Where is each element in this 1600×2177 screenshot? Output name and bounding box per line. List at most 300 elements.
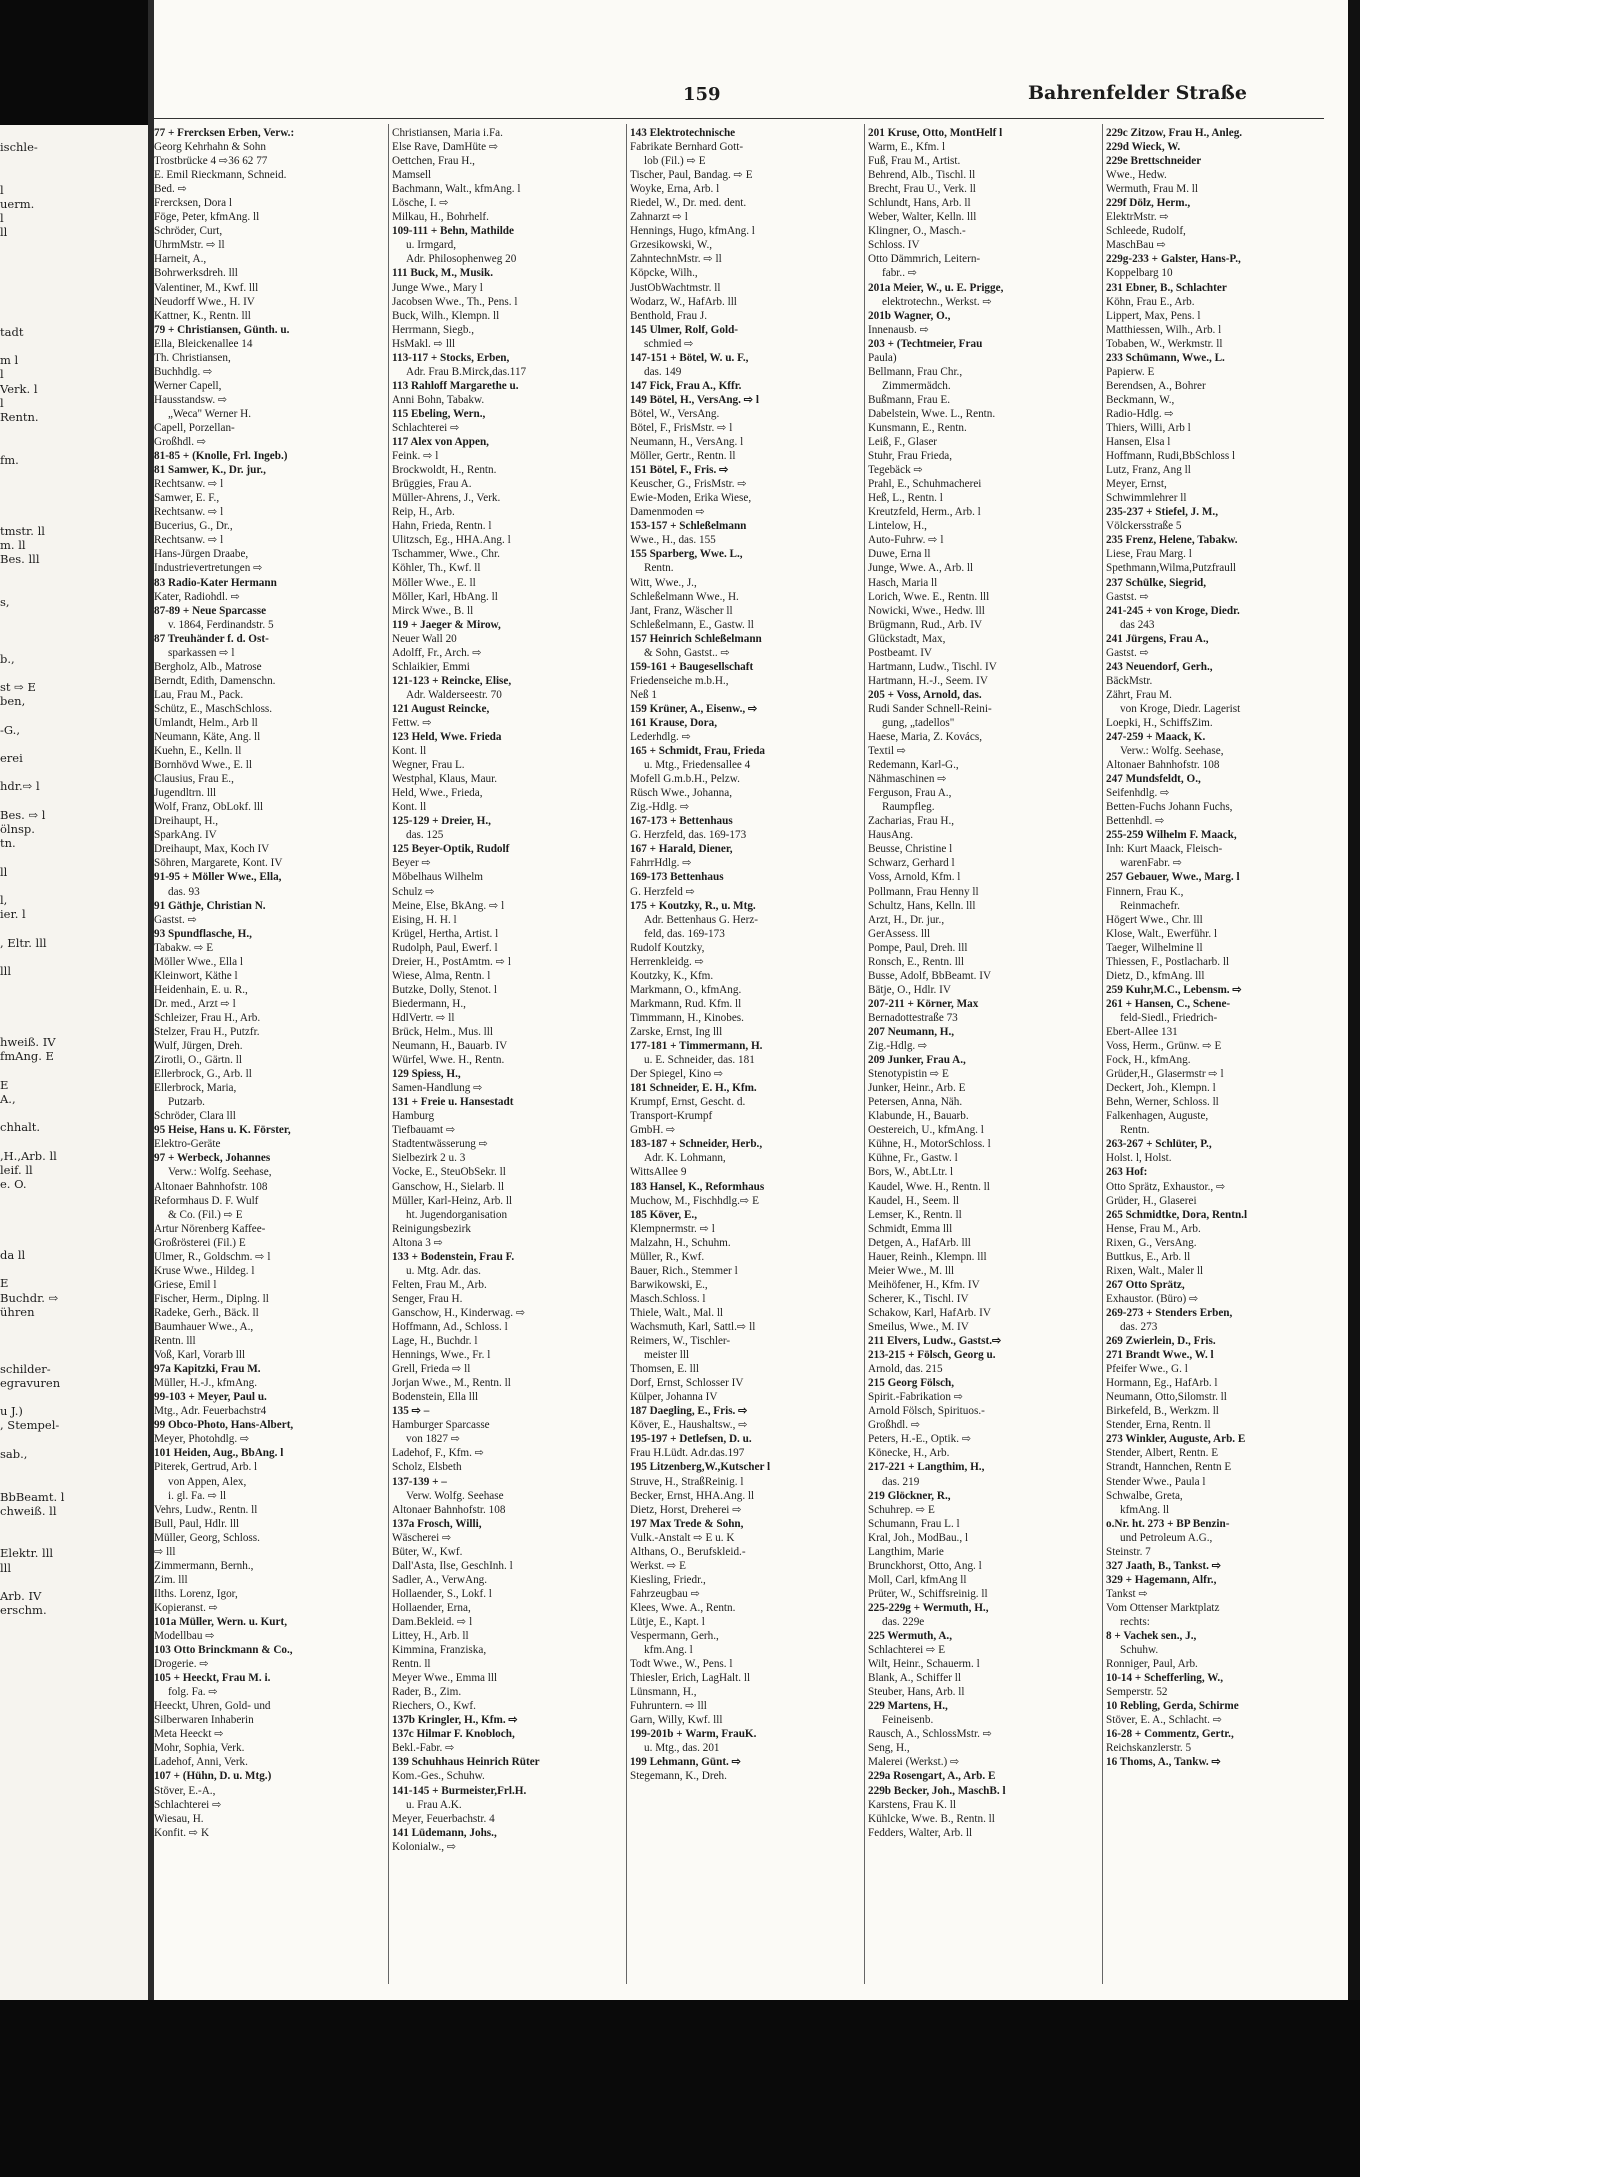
- directory-entry-line: Schmidt, Emma lll: [868, 1222, 953, 1235]
- left-fragment-line: tadt: [0, 324, 24, 339]
- directory-entry-line: Modellbau ⇨: [154, 1630, 215, 1643]
- directory-entry-line: Grüder, H., Glaserei: [1106, 1194, 1197, 1207]
- directory-entry-line: & Sohn, Gastst.. ⇨: [644, 646, 730, 659]
- directory-entry-line: Markmann, Rud. Kfm. ll: [630, 997, 742, 1010]
- directory-entry-line: Meihöfener, H., Kfm. IV: [868, 1278, 980, 1291]
- left-fragment-line: tn.: [0, 836, 16, 851]
- left-fragment-line: [0, 1063, 148, 1077]
- directory-entry-line: Reinmachefr.: [1120, 899, 1180, 912]
- left-fragment-line: [0, 1191, 148, 1205]
- directory-entry-line: Föge, Peter, kfmAng. ll: [154, 211, 260, 224]
- directory-entry-line: Seng, H.,: [868, 1742, 910, 1755]
- left-fragment-line: ühren: [0, 1304, 35, 1319]
- directory-entry-line: Behrend, Alb., Tischl. ll: [868, 169, 976, 182]
- directory-entry-line: Junge Wwe., Mary l: [392, 281, 483, 294]
- directory-entry-line: Adr. K. Lohmann,: [644, 1152, 726, 1165]
- directory-entry-line: Stegemann, K., Dreh.: [630, 1770, 727, 1783]
- left-fragment-line: sab.,: [0, 1446, 28, 1461]
- directory-entry-line: Althans, O., Berufskleid.-: [630, 1545, 746, 1558]
- directory-entry-line: Arnold Fölsch, Spirituos.-: [868, 1405, 985, 1418]
- directory-entry-line: Elektro-Geräte: [154, 1138, 221, 1151]
- left-fragment-line: fmAng. E: [0, 1049, 54, 1064]
- directory-entry-line: Felten, Frau M., Arb.: [392, 1278, 487, 1291]
- directory-entry-line: Schlachterei ⇨: [154, 1798, 222, 1811]
- directory-entry-line: Rausch, A., SchlossMstr. ⇨: [868, 1728, 993, 1741]
- directory-entry-line: Otto Dämmrich, Leitern-: [868, 253, 981, 266]
- directory-entry-line: Fischer, Herm., Diplng. ll: [154, 1292, 269, 1305]
- directory-entry-line: Harneit, A.,: [154, 253, 207, 266]
- directory-entry-line: Kimmina, Franziska,: [392, 1644, 487, 1657]
- directory-entry-line: Butzke, Dolly, Stenot. l: [392, 983, 497, 996]
- directory-entry-line: HdlVertr. ⇨ ll: [392, 1011, 455, 1024]
- directory-entry-line: 229a Rosengart, A., Arb. E: [868, 1770, 996, 1783]
- directory-entry-line: 157 Heinrich Schleßelmann: [630, 632, 762, 645]
- directory-entry-line: Putzarb.: [168, 1096, 205, 1109]
- directory-entry-line: Lippert, Max, Pens. l: [1106, 309, 1201, 322]
- directory-entry-line: BäckMstr.: [1106, 674, 1153, 687]
- directory-entry-line: Ganschow, H., Sielarb. ll: [392, 1180, 505, 1193]
- directory-entry-line: Koutzky, K., Kfm.: [630, 969, 714, 982]
- directory-entry-line: Beyer ⇨: [392, 857, 431, 870]
- directory-entry-line: Tiefbauamt ⇨: [392, 1124, 456, 1137]
- directory-entry-line: Ulitzsch, Eg., HHA.Ang. l: [392, 534, 511, 547]
- directory-entry-line: 137b Kringler, H., Kfm. ⇨: [392, 1714, 518, 1727]
- directory-entry-line: Buck, Wilh., Klempn. ll: [392, 309, 500, 322]
- directory-entry-line: Zimmermädch.: [882, 379, 951, 392]
- directory-entry-line: Paula): [868, 351, 897, 364]
- directory-entry-line: Tobaben, W., Werkmstr. ll: [1106, 337, 1223, 350]
- left-fragment-line: st ⇨ E: [0, 679, 36, 694]
- directory-entry-line: Müller, R., Kwf.: [630, 1250, 705, 1263]
- directory-entry-line: Kühne, Fr., Gastw. l: [868, 1152, 958, 1165]
- directory-entry-line: 83 Radio-Kater Hermann: [154, 576, 277, 589]
- directory-entry-line: Ronniger, Paul, Arb.: [1106, 1658, 1198, 1671]
- directory-entry-line: Kattner, K., Rentn. lll: [154, 309, 251, 322]
- left-fragment-line: egravuren: [0, 1375, 61, 1390]
- scan-background-bottom: [0, 2000, 1360, 2177]
- directory-entry-line: Kaudel, H., Seem. ll: [868, 1194, 960, 1207]
- directory-entry-line: Brecht, Frau U., Verk. ll: [868, 183, 976, 196]
- directory-entry-line: Brunckhorst, Otto, Ang. l: [868, 1559, 982, 1572]
- directory-entry-line: Schröder, Clara lll: [154, 1110, 236, 1123]
- directory-entry-line: Blank, A., Schiffer ll: [868, 1672, 962, 1685]
- directory-entry-line: Seifenhdlg. ⇨: [1106, 787, 1170, 800]
- directory-entry-line: 137c Hilmar F. Knobloch,: [392, 1728, 515, 1741]
- directory-entry-line: Strandt, Hannchen, Rentn E: [1106, 1461, 1232, 1474]
- directory-entry-line: 101a Müller, Wern. u. Kurt,: [154, 1615, 288, 1628]
- left-fragment-line: m. ll: [0, 537, 26, 552]
- directory-entry-line: Else Rave, DamHüte ⇨: [392, 141, 499, 154]
- directory-entry-line: ZahntechnMstr. ⇨ ll: [630, 253, 722, 266]
- directory-entry-line: Liese, Frau Marg. l: [1106, 548, 1192, 561]
- directory-entry-line: G. Herzfeld ⇨: [630, 885, 695, 898]
- directory-entry-line: Warm, E., Kfm. l: [868, 141, 946, 154]
- directory-entry-line: Reimers, W., Tischler-: [630, 1335, 731, 1348]
- directory-entry-line: 229c Zitzow, Frau H., Anleg.: [1106, 127, 1243, 139]
- directory-entry-line: Fahrzeugbau ⇨: [630, 1587, 700, 1600]
- directory-entry-line: Altonaer Bahnhofstr. 108: [392, 1503, 506, 1516]
- left-fragment-line: ben,: [0, 694, 26, 709]
- left-fragment-line: hweiß. IV: [0, 1035, 56, 1049]
- left-fragment-line: l,: [0, 892, 8, 907]
- directory-entry-line: Rader, B., Zim.: [392, 1686, 462, 1699]
- directory-entry-line: Würfel, Wwe. H., Rentn.: [392, 1054, 505, 1067]
- left-fragment-line: [0, 1575, 148, 1589]
- left-fragment-line: [0, 154, 148, 168]
- directory-entry-line: Ewie-Moden, Erika Wiese,: [630, 492, 752, 505]
- directory-entry-line: Kiesling, Friedr.,: [630, 1573, 706, 1586]
- directory-entry-line: 135 ⇨ –: [392, 1405, 430, 1418]
- directory-entry-line: Adr. Walderseestr. 70: [406, 688, 502, 701]
- directory-entry-line: 129 Spiess, H.,: [392, 1068, 461, 1081]
- directory-entry-line: Nähmaschinen ⇨: [868, 773, 947, 786]
- directory-entry-line: u. Mtg., das. 201: [644, 1742, 720, 1755]
- directory-entry-line: Rudi Sander Schnell-Reini-: [868, 702, 992, 715]
- directory-entry-line: von 1827 ⇨: [406, 1433, 461, 1446]
- directory-entry-line: Tegebäck ⇨: [868, 464, 923, 477]
- directory-entry-line: 143 Elektrotechnische: [630, 127, 736, 139]
- directory-entry-line: 145 Ulmer, Rolf, Gold-: [630, 323, 739, 336]
- directory-entry-line: Verw.: Wolfg. Seehase,: [1120, 745, 1224, 758]
- directory-entry-line: sparkassen ⇨ l: [168, 646, 235, 659]
- directory-entry-line: 95 Heise, Hans u. K. Förster,: [154, 1124, 291, 1137]
- directory-entry-line: Stender Wwe., Paula l: [1106, 1475, 1206, 1488]
- directory-entry-line: Tabakw. ⇨ E: [154, 941, 214, 954]
- directory-entry-line: 131 + Freie u. Hansestadt: [392, 1096, 514, 1109]
- directory-entry-line: das. 149: [644, 365, 682, 378]
- directory-entry-line: Hollaender, Erna,: [392, 1601, 471, 1614]
- left-fragment-line: s,: [0, 594, 10, 609]
- directory-entry-line: 123 Held, Wwe. Frieda: [392, 731, 502, 744]
- directory-entry-line: Stuhr, Frau Frieda,: [868, 450, 953, 463]
- left-fragment-line: [0, 339, 148, 353]
- directory-entry-line: Reip, H., Arb.: [392, 506, 455, 519]
- directory-entry-line: 201a Meier, W., u. E. Prigge,: [868, 281, 1004, 294]
- directory-entry-line: Voß, Karl, Vorarb lll: [154, 1349, 246, 1362]
- directory-entry-line: u. E. Schneider, das. 181: [644, 1054, 755, 1067]
- directory-entry-line: „Weca" Werner H.: [168, 407, 251, 420]
- directory-entry-line: Grüder,H., Glasermstr ⇨ l: [1106, 1068, 1224, 1081]
- left-fragment-line: [0, 1234, 148, 1248]
- directory-entry-line: Oettchen, Frau H.,: [392, 155, 475, 168]
- directory-entry-line: Adolff, Fr., Arch. ⇨: [392, 646, 482, 659]
- directory-entry-line: Scherer, K., Tischl. IV: [868, 1292, 969, 1305]
- directory-entry-line: Schuhw.: [1120, 1644, 1159, 1657]
- directory-entry-line: Bodenstein, Ella lll: [392, 1391, 479, 1404]
- directory-entry-line: Rentn. ll: [392, 1658, 431, 1671]
- directory-entry-line: Dreihaupt, H.,: [154, 815, 219, 828]
- directory-entry-line: 201b Wagner, O.,: [868, 309, 951, 322]
- directory-entry-line: 217-221 + Langthim, H.,: [868, 1461, 985, 1474]
- directory-entry-line: Köver, E., Haushaltsw., ⇨: [630, 1419, 748, 1432]
- left-fragment-line: ischle-: [0, 140, 38, 155]
- directory-entry-line: Schulz ⇨: [392, 885, 435, 898]
- directory-entry-line: das. 93: [168, 885, 200, 898]
- directory-entry-line: Altona 3 ⇨: [392, 1236, 444, 1249]
- directory-entry-line: Hausstandsw. ⇨: [154, 393, 228, 406]
- directory-entry-line: Reinigungsbezirk: [392, 1222, 471, 1235]
- directory-column-4: [868, 126, 1068, 1840]
- column-divider: [388, 124, 389, 1984]
- directory-entry-line: Völckersstraße 5: [1106, 520, 1182, 533]
- directory-entry-line: Sadler, A., VerwAng.: [392, 1573, 488, 1586]
- directory-entry-line: Wulf, Jürgen, Dreh.: [154, 1040, 243, 1053]
- directory-entry-line: 175 + Koutzky, R., u. Mtg.: [630, 899, 756, 912]
- directory-entry-line: Jugendltrn. lll: [154, 787, 217, 800]
- directory-entry-line: Heß, L., Rentn. l: [868, 492, 943, 505]
- directory-entry-line: Bohrwerksdreh. lll: [154, 267, 238, 280]
- directory-entry-line: Schumann, Frau L. l: [868, 1517, 960, 1530]
- directory-entry-line: Brockwoldt, H., Rentn.: [392, 464, 497, 477]
- directory-entry-line: 183 Hansel, K., Reformhaus: [630, 1180, 765, 1193]
- directory-page: [154, 0, 1360, 2000]
- left-fragment-line: [0, 765, 148, 779]
- directory-entry-line: Ella, Bleickenallee 14: [154, 337, 253, 350]
- left-fragment-line: erschm.: [0, 1603, 47, 1618]
- directory-entry-line: 113-117 + Stocks, Erben,: [392, 351, 510, 364]
- directory-entry-line: Lünsmann, H.,: [630, 1686, 697, 1699]
- directory-entry-line: 113 Rahloff Margarethe u.: [392, 379, 519, 392]
- left-fragment-line: A.,: [0, 1091, 16, 1106]
- directory-entry-line: 187 Daegling, E., Fris. ⇨: [630, 1405, 748, 1418]
- directory-entry-line: Kopieranst. ⇨: [154, 1601, 219, 1614]
- directory-entry-line: Bed. ⇨: [154, 183, 187, 196]
- directory-entry-line: UhrmMstr. ⇨ ll: [154, 239, 225, 252]
- left-fragment-line: ier. l: [0, 907, 26, 922]
- directory-entry-line: Senger, Frau H.: [392, 1292, 463, 1305]
- directory-entry-line: Hansen, Elsa l: [1106, 436, 1171, 449]
- directory-entry-line: Zahnarzt ⇨ l: [630, 211, 688, 224]
- directory-entry-line: 255-259 Wilhelm F. Maack,: [1106, 829, 1237, 842]
- directory-entry-line: Högert Wwe., Chr. lll: [1106, 913, 1203, 926]
- directory-entry-line: Schlundt, Hans, Arb. ll: [868, 197, 971, 210]
- directory-entry-line: Dorf, Ernst, Schlosser IV: [630, 1377, 744, 1390]
- left-fragment-line: ,H.,Arb. ll: [0, 1148, 57, 1163]
- directory-entry-line: Textil ⇨: [868, 745, 907, 758]
- directory-entry-line: Postbeamt. IV: [868, 646, 933, 659]
- directory-entry-line: Bekl.-Fabr. ⇨: [392, 1742, 455, 1755]
- directory-entry-line: Mohr, Sophia, Verk.: [154, 1742, 245, 1755]
- directory-entry-line: Müller-Ahrens, J., Verk.: [392, 492, 501, 505]
- directory-entry-line: 107 + (Hühn, D. u. Mtg.): [154, 1770, 272, 1783]
- directory-entry-line: Ebert-Allee 131: [1106, 1026, 1178, 1038]
- directory-entry-line: Stöver, E. A., Schlacht. ⇨: [1106, 1714, 1223, 1727]
- directory-entry-line: Betten-Fuchs Johann Fuchs,: [1106, 801, 1233, 814]
- directory-entry-line: Zimmermann, Bernh.,: [154, 1559, 254, 1572]
- directory-entry-line: 159 Krüner, A., Eisenw., ⇨: [630, 702, 758, 715]
- directory-entry-line: Lösche, I. ⇨: [392, 197, 449, 210]
- directory-entry-line: Glückstadt, Max,: [868, 632, 946, 645]
- directory-entry-line: Thiessen, F., Postlacharb. ll: [1106, 955, 1230, 968]
- directory-entry-line: Bauer, Rich., Stemmer l: [630, 1264, 738, 1277]
- directory-entry-line: Vocke, E., SteuObSekr. ll: [392, 1166, 506, 1179]
- left-fragment-line: l: [0, 182, 4, 197]
- left-fragment-line: schilder-: [0, 1361, 51, 1376]
- directory-entry-line: Pfeifer Wwe., G. l: [1106, 1363, 1188, 1376]
- left-fragment-line: [0, 254, 148, 268]
- directory-entry-line: Trostbrücke 4 ⇨36 62 77: [154, 155, 268, 168]
- directory-entry-line: gung, „tadellos": [882, 716, 955, 729]
- directory-entry-line: Prahl, E., Schuhmacherei: [868, 478, 982, 491]
- directory-entry-line: Th. Christiansen,: [154, 351, 231, 364]
- left-fragment-line: chhalt.: [0, 1120, 41, 1135]
- left-fragment-line: l: [0, 367, 4, 382]
- directory-entry-line: 117 Alex von Appen,: [392, 436, 489, 449]
- left-fragment-line: [0, 1319, 148, 1333]
- directory-entry-line: Rentn. lll: [154, 1335, 196, 1348]
- left-page-fragment: [0, 0, 150, 2177]
- directory-entry-line: Ladehof, Anni, Verk.: [154, 1756, 248, 1769]
- directory-entry-line: Herrmann, Siegb.,: [392, 323, 475, 336]
- column-divider: [626, 124, 627, 1984]
- directory-entry-line: Großhdl. ⇨: [868, 1419, 921, 1432]
- directory-entry-line: Scholz, Elsbeth: [392, 1461, 462, 1474]
- directory-entry-line: 81-85 + (Knolle, Frl. Ingeb.): [154, 450, 288, 463]
- directory-entry-line: Möller Wwe., E. ll: [392, 576, 476, 589]
- directory-entry-line: Schloss. IV: [868, 239, 920, 252]
- directory-entry-line: v. 1864, Ferdinandstr. 5: [168, 618, 274, 631]
- directory-entry-line: Söhren, Margarete, Kont. IV: [154, 857, 283, 870]
- directory-entry-line: 225 Wermuth, A.,: [868, 1630, 953, 1643]
- page-edge: [1348, 0, 1360, 2000]
- directory-entry-line: Hasch, Maria ll: [868, 576, 938, 589]
- left-fragment-line: E: [0, 1276, 9, 1291]
- directory-entry-line: Timmmann, H., Kinobes.: [630, 1011, 744, 1024]
- directory-entry-line: 103 Otto Brinckmann & Co.,: [154, 1644, 293, 1657]
- left-fragment-line: , Eltr. lll: [0, 935, 47, 950]
- directory-entry-line: 271 Brandt Wwe., W. l: [1106, 1349, 1214, 1362]
- directory-entry-line: Ferguson, Frau A.,: [868, 787, 952, 800]
- directory-entry-line: Meyer Wwe., Emma lll: [392, 1672, 498, 1685]
- left-fragment-line: chweiß. ll: [0, 1503, 57, 1518]
- left-fragment-line: Arb. IV: [0, 1588, 42, 1603]
- directory-entry-line: Leiß, F., Glaser: [868, 436, 938, 449]
- directory-entry-line: HausAng.: [868, 829, 914, 842]
- directory-entry-line: Bußmann, Frau E.: [868, 393, 951, 406]
- directory-entry-line: Rudolph, Paul, Ewerf. l: [392, 941, 498, 954]
- left-fragment-line: ll: [0, 864, 8, 879]
- left-fragment-line: [0, 1390, 148, 1404]
- directory-entry-line: Adr. Bettenhaus G. Herz-: [644, 913, 759, 926]
- directory-entry-line: Großrösterei (Fil.) E: [154, 1236, 246, 1249]
- left-fragment-line: [0, 1106, 148, 1120]
- directory-entry-line: u. Mtg., Friedensallee 4: [644, 759, 751, 772]
- directory-entry-line: GerAssess. lll: [868, 927, 931, 940]
- directory-entry-line: feld, das. 169-173: [644, 927, 725, 940]
- directory-entry-line: Klees, Wwe. A., Rentn.: [630, 1601, 736, 1614]
- directory-entry-line: Milkau, H., Bohrhelf.: [392, 211, 489, 224]
- directory-entry-line: Riedel, W., Dr. med. dent.: [630, 197, 747, 210]
- directory-entry-line: Eising, H. H. l: [392, 913, 457, 926]
- directory-entry-line: Hoffmann, Ad., Schloss. l: [392, 1320, 508, 1333]
- directory-entry-line: Ulmer, R., Goldschm. ⇨ l: [154, 1250, 271, 1263]
- directory-entry-line: Heidenhain, E. u. R.,: [154, 983, 248, 996]
- directory-entry-line: Schwalbe, Greta,: [1106, 1489, 1183, 1502]
- directory-entry-line: Capell, Porzellan-: [154, 421, 235, 434]
- left-fragment-line: [0, 1007, 148, 1021]
- left-fragment-line: [0, 1518, 148, 1532]
- directory-entry-line: Piterek, Gertrud, Arb. l: [154, 1461, 258, 1474]
- directory-entry-line: Kater, Radiohdl. ⇨: [154, 590, 240, 603]
- directory-entry-line: 273 Winkler, Auguste, Arb. E: [1106, 1433, 1246, 1446]
- directory-entry-line: 263-267 + Schlüter, P.,: [1106, 1138, 1212, 1151]
- left-fragment-line: [0, 1262, 148, 1276]
- directory-entry-line: 247 Mundsfeldt, O.,: [1106, 773, 1201, 786]
- directory-entry-line: 185 Köver, E.,: [630, 1208, 698, 1221]
- directory-entry-line: Peters, H.-E., Optik. ⇨: [868, 1433, 972, 1446]
- directory-entry-line: Grell, Frieda ⇨ ll: [392, 1363, 471, 1376]
- directory-entry-line: ht. Jugendorganisation: [406, 1208, 508, 1221]
- directory-entry-line: E. Emil Rieckmann, Schneid.: [154, 169, 287, 182]
- directory-column-3: [630, 126, 830, 1784]
- directory-entry-line: Brüggies, Frau A.: [392, 478, 472, 491]
- directory-entry-line: Thiers, Willi, Arb l: [1106, 421, 1191, 434]
- directory-entry-line: Schröder, Curt,: [154, 225, 223, 238]
- directory-entry-line: Schultz, Hans, Kelln. lll: [868, 899, 976, 912]
- directory-entry-line: Kreutzfeld, Herm., Arb. l: [868, 506, 981, 519]
- directory-entry-line: 197 Max Trede & Sohn,: [630, 1517, 744, 1530]
- directory-entry-line: 87 Treuhänder f. d. Ost-: [154, 632, 269, 645]
- left-fragment-line: [0, 169, 148, 183]
- directory-entry-line: 137a Frosch, Willi,: [392, 1517, 482, 1530]
- directory-entry-line: Möbelhaus Wilhelm: [392, 871, 484, 884]
- directory-entry-line: Steuber, Hans, Arb. ll: [868, 1686, 965, 1699]
- directory-entry-line: Mamsell: [392, 169, 432, 182]
- directory-entry-line: Rudolf Koutzky,: [630, 941, 705, 954]
- directory-entry-line: Georg Kehrhahn & Sohn: [154, 141, 266, 154]
- left-fragment-line: [0, 1333, 148, 1347]
- directory-entry-line: Könecke, H., Arb.: [868, 1447, 950, 1460]
- directory-entry-line: o.Nr. ht. 273 + BP Benzin-: [1106, 1517, 1230, 1530]
- directory-entry-line: Fabrikate Bernhard Gott-: [630, 141, 744, 154]
- directory-entry-line: Stenotypistin ⇨ E: [868, 1068, 949, 1081]
- directory-entry-line: 137-139 + –: [392, 1475, 447, 1488]
- directory-entry-line: Tschammer, Wwe., Chr.: [392, 548, 500, 561]
- directory-entry-line: Altonaer Bahnhofstr. 108: [1106, 759, 1220, 772]
- directory-entry-line: Zacharias, Frau H.,: [868, 815, 955, 828]
- directory-entry-line: Struve, H., StraßReinig. l: [630, 1475, 744, 1488]
- directory-entry-line: Thiesler, Erich, LagHalt. ll: [630, 1672, 751, 1685]
- directory-entry-line: Lorich, Wwe. E., Rentn. lll: [868, 590, 990, 603]
- directory-entry-line: elektrotechn., Werkst. ⇨: [882, 295, 992, 308]
- directory-entry-line: Rentn.: [1120, 1124, 1150, 1137]
- left-fragment-line: lll: [0, 963, 12, 978]
- directory-entry-line: 121-123 + Reincke, Elise,: [392, 674, 512, 687]
- directory-entry-line: 229d Wieck, W.: [1106, 141, 1181, 154]
- left-fragment-line: [0, 992, 148, 1006]
- directory-entry-line: Biedermann, H.,: [392, 997, 466, 1010]
- directory-entry-line: Fuhruntern. ⇨ lll: [630, 1700, 707, 1713]
- directory-entry-line: Detgen, A., HafArb. lll: [868, 1236, 971, 1249]
- directory-entry-line: Held, Wwe., Frieda,: [392, 787, 483, 800]
- left-fragment-line: erei: [0, 750, 23, 765]
- directory-entry-line: Baumhauer Wwe., A.,: [154, 1320, 254, 1333]
- directory-entry-line: Beckmann, W.,: [1106, 393, 1175, 406]
- left-fragment-line: Elektr. lll: [0, 1546, 54, 1561]
- directory-entry-line: Friedenseiche m.b.H.,: [630, 674, 729, 687]
- left-fragment-line: [0, 424, 148, 438]
- directory-entry-line: Matthiessen, Wilh., Arb. l: [1106, 323, 1222, 336]
- left-fragment-line: l: [0, 395, 4, 410]
- directory-entry-line: Kont. ll: [392, 801, 427, 814]
- directory-entry-line: Stadtentwässerung ⇨: [392, 1138, 489, 1151]
- directory-entry-line: HsMakl. ⇨ lll: [392, 337, 456, 350]
- directory-entry-line: 147 Fick, Frau A., Kffr.: [630, 379, 742, 392]
- directory-entry-line: warenFabr. ⇨: [1120, 857, 1183, 870]
- directory-entry-line: Falkenhagen, Auguste,: [1106, 1110, 1209, 1123]
- directory-entry-line: 141 Lüdemann, Johs.,: [392, 1826, 497, 1839]
- directory-entry-line: Bachmann, Walt., kfmAng. l: [392, 183, 521, 196]
